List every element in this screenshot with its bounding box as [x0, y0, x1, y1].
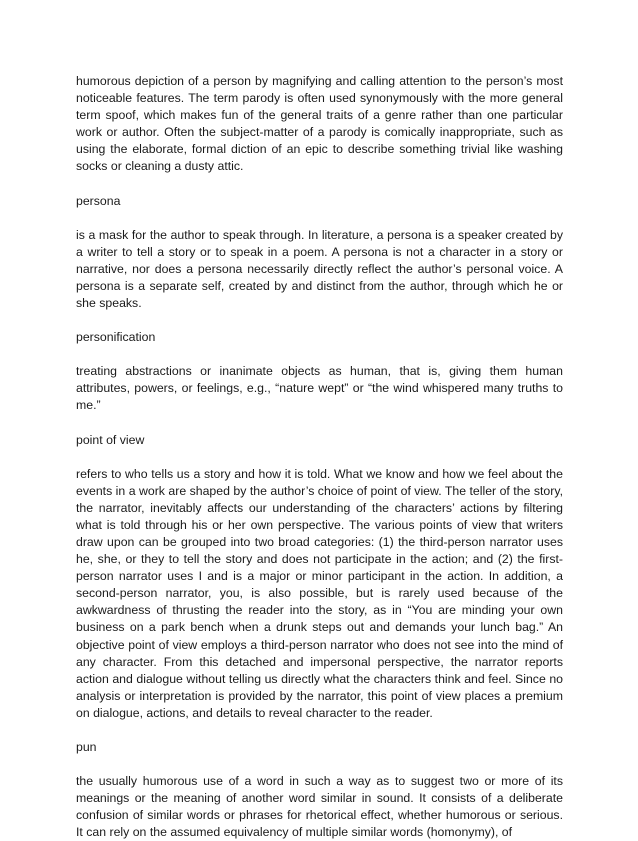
definition-pun: the usually humorous use of a word in such a way as to suggest two or more of its meanings or the meaning of another word similar in sound. It consists of a deliberate confusion of similar words or phrases for rhetorical effect, whether humorous or serious. It can rely on the assumed equivalency of multiple similar words (homonymy), of [76, 774, 563, 840]
document-page [76, 73, 563, 841]
term-personification: personification [76, 330, 156, 345]
definition-personification: treating abstractions or inanimate objects as human, that is, giving them human attributes, powers, or feelings, e.g., “nature wept” or “the wind whispered many truths to me.” [76, 364, 563, 413]
definition-point-of-view: refers to who tells us a story and how it is told. What we know and how we feel about the events in a work are shaped by the author’s choice of point of view. The teller of the story, the narrator, inevitably affects our understanding of the characters’ actions by filtering what is told through his or her own perspective. The various points of view that writers draw upon can be grouped into two broad categories: (1) the third-person narrator uses he, she, or they to tell the story and does not participate in the action; and (2) the first-person narrator uses I and is a major or minor participant in the action. In addition, a second-person narrator, you, is also possible, but is rarely used because of the awkwardness of thrusting the reader into the story, as in “You are minding your own business on a park bench when a drunk steps out and demands your lunch bag.” An objective point of view employs a third-person narrator who does not see into the mind of any character. From this detached and impersonal perspective, the narrator reports action and dialogue without telling us directly what the characters think and feel. Since no analysis or interpretation is provided by the narrator, this point of view places a premium on dialogue, actions, and details to reveal character to the reader. [76, 466, 563, 720]
definition-persona: is a mask for the author to speak through. In literature, a persona is a speaker created by a writer to tell a story or to speak in a poem. A persona is not a character in a story or narrative, nor does a persona necessarily directly reflect the author’s personal voice. A persona is a separate self, created by and distinct from the author, through which he or she speaks. [76, 227, 563, 311]
term-persona: persona [76, 193, 121, 208]
definition-parody-continued: humorous depiction of a person by magnifying and calling attention to the person’s most noticeable features. The term parody is often used synonymously with the more general term spoof, which makes fun of the general traits of a genre rather than one particular work or author. Often the subject-matter of a parody is comically inappropriate, such as using the elaborate, formal diction of an epic to describe something trivial like washing socks or cleaning a dusty attic. [76, 74, 563, 174]
term-point-of-view: point of view [76, 432, 145, 447]
term-pun: pun [76, 740, 97, 754]
